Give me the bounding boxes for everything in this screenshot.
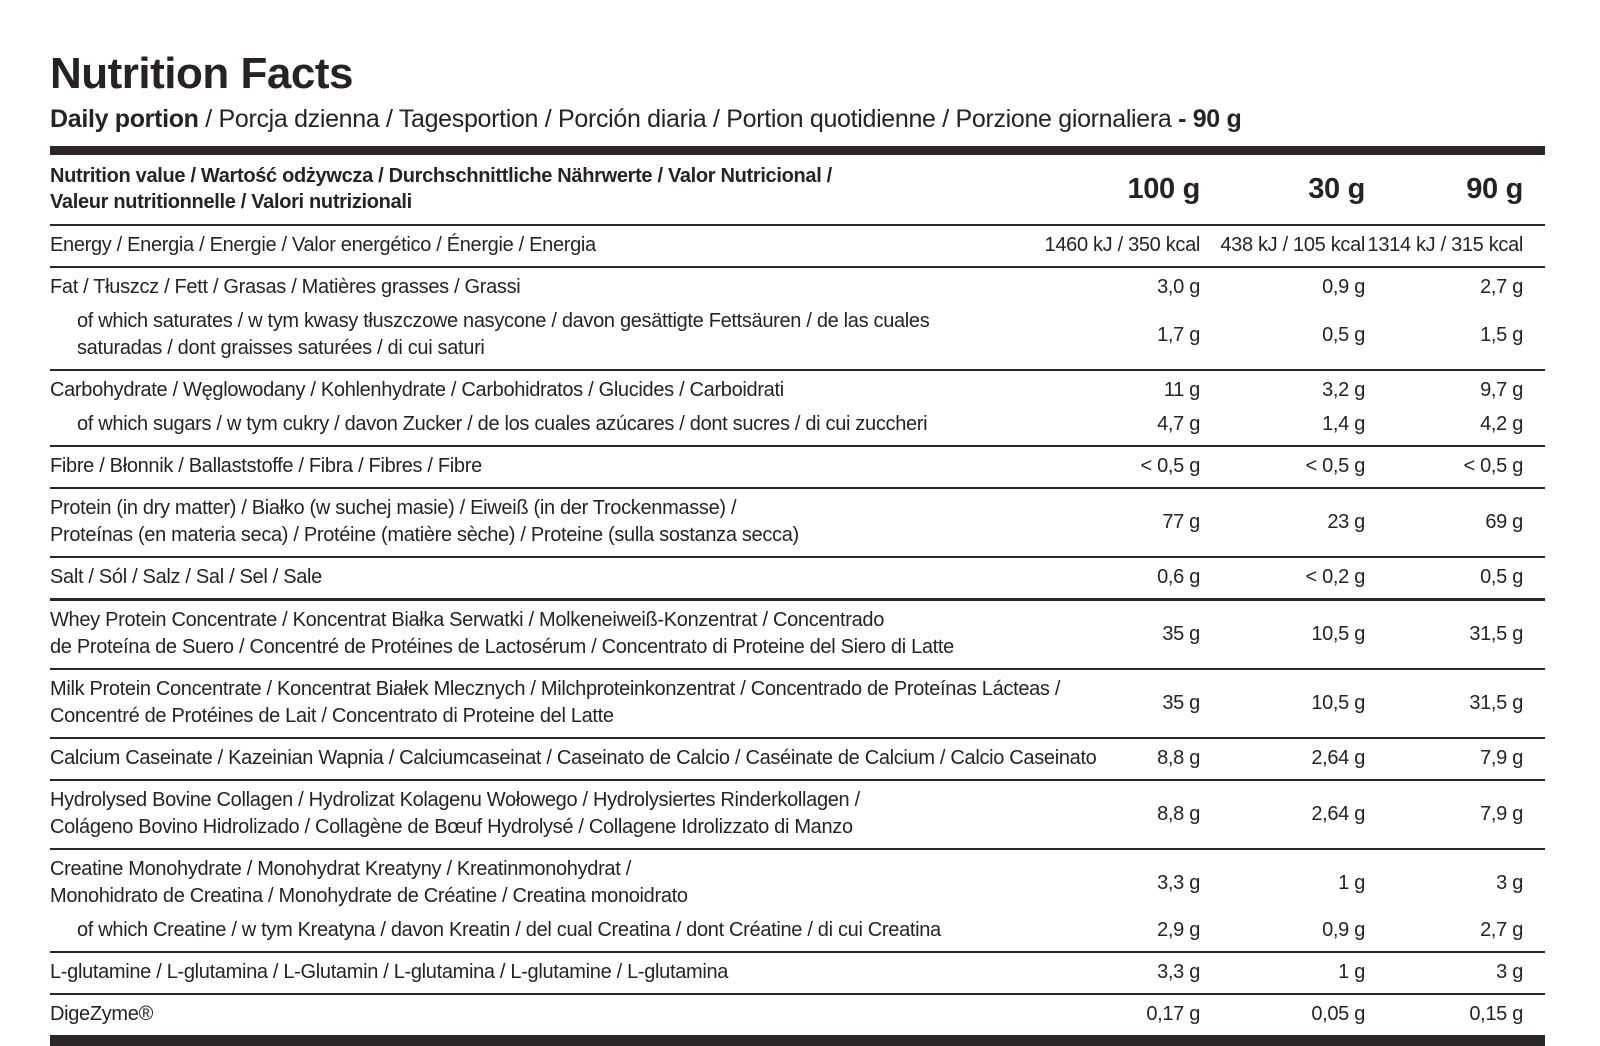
table-header-row	[50, 155, 1545, 226]
nutrient-label-line: L-glutamine / L-glutamina / L-Glutamin / L-glutamina / L-glutamine / L-glutamina	[50, 961, 729, 983]
value-90g: 7,9 g	[1480, 747, 1523, 769]
nutrient-label-line: Calcium Caseinate / Kazeinian Wapnia / Calciumcaseinat / Caseinato de Calcio / Caséinate de Calcium / Calcio Caseinato	[50, 747, 1097, 769]
value-30g: 2,64 g	[1311, 802, 1365, 825]
value-30g: 1 g	[1338, 961, 1365, 983]
nutrient-block	[50, 850, 1545, 953]
nutrient-label-line: Concentré de Protéines de Lait / Concentrato di Proteine del Latte	[50, 705, 614, 727]
column-header-90g: 90 g	[1466, 172, 1523, 205]
nutrient-block	[50, 226, 1545, 268]
nutrient-row	[50, 739, 1545, 779]
nutrient-label-line: Whey Protein Concentrate / Koncentrat Białka Serwatki / Molkeneiweiß-Konzentrat / Concentrado	[50, 609, 884, 631]
value-90g: 9,7 g	[1480, 379, 1523, 401]
nutrient-label-line: saturadas / dont graisses saturées / di cui saturi	[77, 337, 485, 359]
page-title: Nutrition Facts	[50, 49, 353, 98]
nutrient-label	[50, 453, 1030, 480]
nutrient-label	[50, 495, 1030, 549]
value-100g: 1460 kJ / 350 kcal	[1044, 234, 1200, 256]
value-100g: 35 g	[1162, 691, 1200, 714]
nutrient-label-line: Fibre / Błonnik / Ballaststoffe / Fibra / Fibres / Fibre	[50, 455, 482, 477]
value-100g: 3,3 g	[1157, 961, 1200, 983]
nutrient-block	[50, 268, 1545, 371]
value-30g: 3,2 g	[1322, 379, 1365, 401]
nutrient-label	[50, 308, 1030, 362]
value-100g: 4,7 g	[1157, 413, 1200, 435]
nutrient-label	[50, 232, 1030, 259]
nutrient-label-line: of which Creatine / w tym Kreatyna / davon Kreatin / del cual Creatina / dont Créatine / di cui Creatina	[77, 919, 941, 941]
value-100g: 2,9 g	[1157, 919, 1200, 941]
nutrient-block	[50, 739, 1545, 781]
value-30g: < 0,2 g	[1305, 566, 1365, 588]
daily-portion-amount: - 90 g	[1178, 105, 1242, 133]
value-90g: 1,5 g	[1480, 323, 1523, 346]
nutrient-row	[50, 371, 1545, 411]
nutrient-label	[50, 377, 1030, 404]
nutrient-row	[50, 447, 1545, 487]
table-header-label-line-2: Valeur nutritionnelle / Valori nutrizionali	[50, 191, 412, 213]
nutrient-label-line: Energy / Energia / Energie / Valor energético / Énergie / Energia	[50, 234, 596, 256]
nutrient-label	[50, 856, 1030, 910]
value-30g: 0,9 g	[1322, 919, 1365, 941]
value-30g: 0,9 g	[1322, 276, 1365, 298]
column-header-30g: 30 g	[1308, 172, 1365, 205]
nutrient-label	[50, 676, 1061, 730]
nutrient-block	[50, 447, 1545, 489]
nutrient-block	[50, 371, 1545, 447]
value-30g: 1,4 g	[1322, 413, 1365, 435]
nutrient-label-line: Proteínas (en materia seca) / Protéine (matière sèche) / Proteine (sulla sostanza secca)	[50, 524, 799, 546]
value-90g: 31,5 g	[1469, 691, 1523, 714]
nutrition-table-body	[50, 226, 1545, 1037]
daily-portion-translations: / Porcja dzienna / Tagesportion / Porción diaria / Portion quotidienne / Porzione giornaliera	[198, 105, 1179, 133]
daily-portion-line	[50, 104, 1545, 134]
value-30g: 1 g	[1338, 871, 1365, 894]
nutrient-label-line: Carbohydrate / Węglowodany / Kohlenhydrate / Carbohidratos / Glucides / Carboidrati	[50, 379, 784, 401]
daily-portion-lead: Daily portion	[50, 105, 199, 133]
value-90g: < 0,5 g	[1463, 455, 1523, 477]
nutrient-row	[50, 601, 1545, 668]
value-30g: 0,5 g	[1322, 323, 1365, 346]
value-30g: 10,5 g	[1311, 622, 1365, 645]
nutrient-block	[50, 558, 1545, 601]
value-30g: < 0,5 g	[1305, 455, 1365, 477]
nutrient-label-line: of which saturates / w tym kwasy tłuszczowe nasycone / davon gesättigte Fettsäuren / de las cuales	[77, 310, 930, 332]
value-90g: 3 g	[1496, 961, 1523, 983]
nutrient-subrow	[50, 411, 1545, 445]
nutrient-block	[50, 953, 1545, 995]
value-100g: 3,3 g	[1157, 871, 1200, 894]
nutrient-label	[50, 564, 1030, 591]
value-100g: 35 g	[1162, 622, 1200, 645]
nutrient-label	[50, 274, 1030, 301]
nutrient-block	[50, 670, 1545, 739]
value-90g: 4,2 g	[1480, 413, 1523, 435]
value-90g: 31,5 g	[1469, 622, 1523, 645]
nutrient-label-line: DigeZyme®	[50, 1003, 153, 1025]
value-30g: 2,64 g	[1311, 747, 1365, 769]
nutrient-row	[50, 781, 1545, 848]
value-90g: 1314 kJ / 315 kcal	[1367, 234, 1523, 256]
column-header-100g: 100 g	[1127, 172, 1200, 205]
nutrient-block	[50, 489, 1545, 558]
value-30g: 438 kJ / 105 kcal	[1220, 234, 1365, 256]
value-90g: 2,7 g	[1480, 919, 1523, 941]
bottom-rule	[50, 1037, 1545, 1046]
value-30g: 0,05 g	[1311, 1003, 1365, 1025]
nutrient-row	[50, 489, 1545, 556]
nutrient-label	[50, 787, 1030, 841]
nutrient-block	[50, 995, 1545, 1037]
value-90g: 69 g	[1485, 510, 1523, 533]
nutrient-row	[50, 226, 1545, 266]
value-90g: 3 g	[1496, 871, 1523, 894]
nutrient-subrow	[50, 917, 1545, 951]
table-header-label	[50, 163, 1030, 215]
value-100g: 1,7 g	[1157, 323, 1200, 346]
nutrient-label	[50, 1001, 1030, 1028]
value-100g: 0,17 g	[1146, 1003, 1200, 1025]
value-100g: 11 g	[1163, 379, 1200, 401]
nutrient-label	[50, 745, 1097, 772]
nutrient-label	[50, 959, 1030, 986]
nutrient-row	[50, 850, 1545, 917]
nutrient-label-line: Fat / Tłuszcz / Fett / Grasas / Matières grasses / Grassi	[50, 276, 521, 298]
nutrient-label-line: of which sugars / w tym cukry / davon Zucker / de los cuales azúcares / dont sucres / di cui zuccheri	[77, 413, 928, 435]
nutrient-row	[50, 558, 1545, 598]
nutrient-block	[50, 781, 1545, 850]
value-90g: 0,15 g	[1469, 1003, 1523, 1025]
value-100g: 8,8 g	[1157, 802, 1200, 825]
nutrient-label	[50, 411, 1030, 438]
nutrient-row	[50, 953, 1545, 993]
top-rule	[50, 146, 1545, 155]
value-90g: 0,5 g	[1480, 566, 1523, 588]
nutrient-label	[50, 917, 1030, 944]
nutrient-label-line: Salt / Sól / Salz / Sal / Sel / Sale	[50, 566, 322, 588]
value-100g: 8,8 g	[1157, 747, 1200, 769]
nutrient-label-line: Hydrolysed Bovine Collagen / Hydrolizat Kolagenu Wołowego / Hydrolysiertes Rinderkollagen /	[50, 789, 860, 811]
value-90g: 2,7 g	[1480, 276, 1523, 298]
value-100g: 77 g	[1162, 510, 1200, 533]
value-100g: 0,6 g	[1157, 566, 1200, 588]
nutrient-label-line: Monohidrato de Creatina / Monohydrate de Créatine / Creatina monoidrato	[50, 885, 688, 907]
value-100g: < 0,5 g	[1140, 455, 1200, 477]
value-30g: 23 g	[1327, 510, 1365, 533]
value-90g: 7,9 g	[1480, 802, 1523, 825]
nutrient-row	[50, 670, 1545, 737]
nutrient-label-line: Creatine Monohydrate / Monohydrat Kreatyny / Kreatinmonohydrat /	[50, 858, 631, 880]
nutrient-block	[50, 601, 1545, 670]
nutrient-label-line: de Proteína de Suero / Concentré de Protéines de Lactosérum / Concentrato di Proteine del Siero di Latte	[50, 636, 954, 658]
nutrient-label-line: Protein (in dry matter) / Białko (w suchej masie) / Eiweiß (in der Trockenmasse) /	[50, 497, 737, 519]
table-header-label-line-1: Nutrition value / Wartość odżywcza / Durchschnittliche Nährwerte / Valor Nutricional /	[50, 165, 832, 187]
value-30g: 10,5 g	[1311, 691, 1365, 714]
value-100g: 3,0 g	[1157, 276, 1200, 298]
nutrient-subrow	[50, 308, 1545, 369]
nutrient-label	[50, 607, 1030, 661]
nutrient-label-line: Colágeno Bovino Hidrolizado / Collagène de Bœuf Hydrolysé / Collagene Idrolizzato di Manzo	[50, 816, 853, 838]
nutrient-label-line: Milk Protein Concentrate / Koncentrat Białek Mlecznych / Milchproteinkonzentrat / Concentrado de Proteínas Lácteas /	[50, 678, 1061, 700]
nutrient-row	[50, 995, 1545, 1035]
nutrient-row	[50, 268, 1545, 308]
